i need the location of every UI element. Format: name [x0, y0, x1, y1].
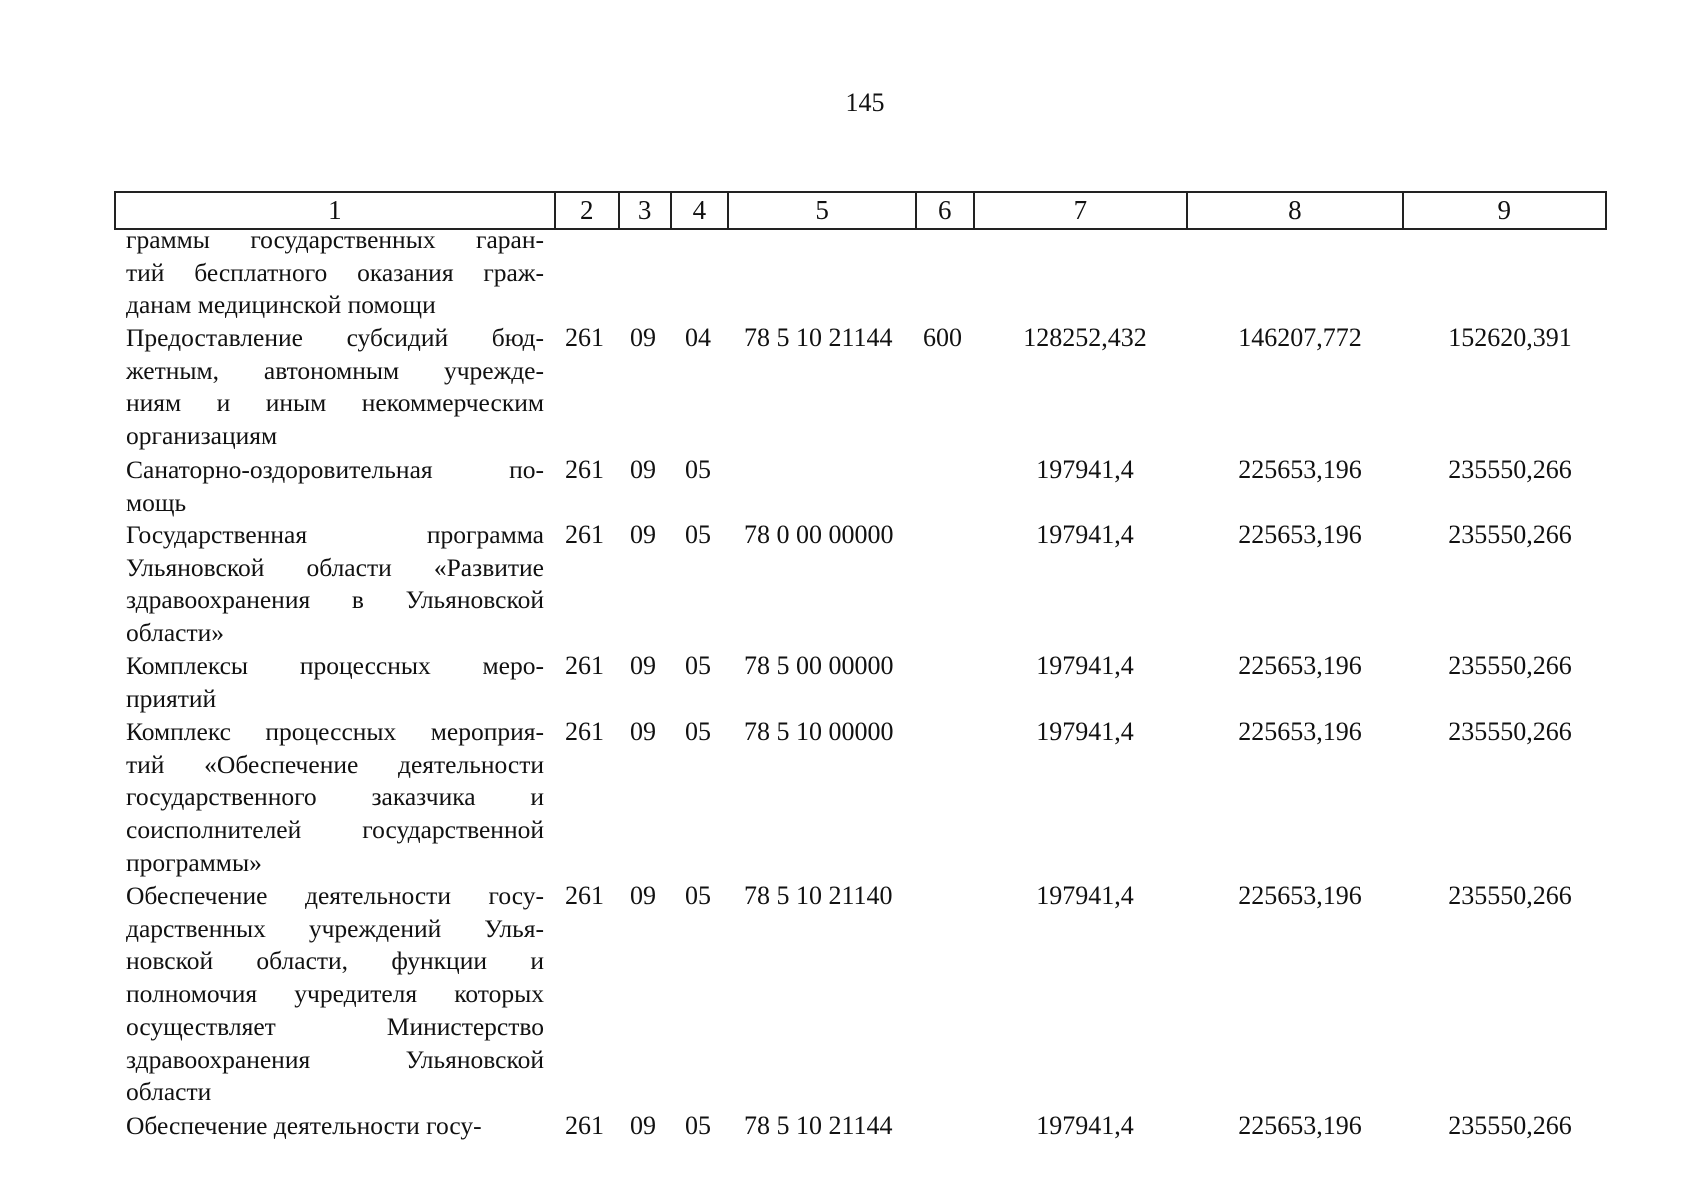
- cell-col-4: 05: [685, 717, 711, 746]
- description-line: Комплексы процессных меро-: [126, 651, 544, 680]
- description-line: приятий: [126, 683, 217, 713]
- cell-col-3: 09: [630, 323, 656, 352]
- header-cell-2: 2: [556, 193, 620, 228]
- header-cell-8: 8: [1188, 193, 1403, 228]
- description-line: области»: [126, 618, 224, 648]
- cell-col-2: 261: [565, 455, 604, 484]
- description-line: осуществляет Министерство: [126, 1011, 544, 1041]
- header-cell-7: 7: [975, 193, 1188, 228]
- cell-col-7: 197941,4: [1036, 881, 1134, 910]
- description-line: области: [126, 1077, 212, 1107]
- cell-col-4: 05: [685, 455, 711, 484]
- cell-col-4: 05: [685, 651, 711, 680]
- row-description: [126, 1110, 544, 1143]
- cell-col-7: 197941,4: [1036, 1111, 1134, 1140]
- cell-col-8: 225653,196: [1238, 455, 1362, 484]
- cell-col-3: 09: [630, 1111, 656, 1140]
- description-line: Санаторно-оздоровительная по-: [126, 455, 544, 484]
- cell-col-7: 128252,432: [1023, 323, 1147, 352]
- cell-col-9: 235550,266: [1448, 1111, 1572, 1140]
- header-cell-1: 1: [116, 193, 556, 228]
- cell-col-5: 78 5 10 21144: [744, 1111, 893, 1140]
- description-line: Комплекс процессных мероприя-: [126, 717, 544, 746]
- description-line: Ульяновской области «Развитие: [126, 552, 544, 582]
- cell-col-9: 235550,266: [1448, 520, 1572, 549]
- description-line: тий бесплатного оказания граж-: [126, 257, 544, 287]
- cell-col-9: 235550,266: [1448, 455, 1572, 484]
- header-cell-9: 9: [1497, 195, 1511, 225]
- description-line: соисполнителей государственной: [126, 815, 544, 845]
- description-line: дарственных учреждений Улья-: [126, 913, 544, 943]
- description-line: тий «Обеспечение деятельности: [126, 749, 544, 779]
- cell-col-4: 05: [685, 881, 711, 910]
- description-line: граммы государственных гаран-: [126, 225, 544, 254]
- description-line: организациям: [126, 421, 278, 451]
- cell-col-7: 197941,4: [1036, 717, 1134, 746]
- cell-col-7: 197941,4: [1036, 520, 1134, 549]
- row-description: [126, 716, 544, 880]
- description-line: Обеспечение деятельности госу-: [126, 881, 544, 910]
- cell-col-5: 78 5 10 00000: [744, 717, 894, 746]
- description-line: здравоохранения Ульяновской: [126, 1044, 544, 1074]
- description-line: государственного заказчика и: [126, 782, 544, 812]
- description-line: мощь: [126, 487, 187, 517]
- cell-col-5: 78 5 00 00000: [744, 651, 894, 680]
- cell-col-9: 152620,391: [1448, 323, 1572, 352]
- row-description: [126, 454, 544, 519]
- cell-col-5: 78 5 10 21140: [744, 881, 893, 910]
- description-line: данам медицинской помощи: [126, 290, 436, 320]
- cell-col-9: 235550,266: [1448, 717, 1572, 746]
- cell-col-4: 04: [685, 323, 711, 352]
- cell-col-5: 78 0 00 00000: [744, 520, 894, 549]
- row-description: [126, 519, 544, 650]
- cell-col-4: 05: [685, 1111, 711, 1140]
- row-description: [126, 650, 544, 715]
- description-line: жетным, автономным учрежде-: [126, 355, 544, 385]
- description-line: новской области, функции и: [126, 946, 544, 976]
- description-line: программы»: [126, 847, 262, 877]
- description-line: Предоставление субсидий бюд-: [126, 323, 544, 352]
- cell-col-2: 261: [565, 1111, 604, 1140]
- description-line: Обеспечение деятельности госу-: [126, 1111, 482, 1140]
- row-description: [126, 322, 544, 453]
- cell-col-7: 197941,4: [1036, 455, 1134, 484]
- header-cell-6: 6: [917, 193, 975, 228]
- cell-col-2: 261: [565, 717, 604, 746]
- cell-col-3: 09: [630, 717, 656, 746]
- cell-col-4: 05: [685, 520, 711, 549]
- header-cell-4: 4: [672, 193, 730, 228]
- cell-col-2: 261: [565, 881, 604, 910]
- cell-col-3: 09: [630, 520, 656, 549]
- cell-col-7: 197941,4: [1036, 651, 1134, 680]
- cell-col-2: 261: [565, 520, 604, 549]
- header-cell-3: 3: [620, 193, 672, 228]
- row-description: [126, 224, 544, 322]
- cell-col-8: 225653,196: [1238, 520, 1362, 549]
- cell-col-6: 600: [923, 323, 962, 352]
- cell-col-3: 09: [630, 455, 656, 484]
- cell-col-3: 09: [630, 651, 656, 680]
- description-line: Государственная программа: [126, 520, 544, 549]
- header-cell-5: 5: [729, 193, 917, 228]
- cell-col-8: 225653,196: [1238, 1111, 1362, 1140]
- cell-col-2: 261: [565, 651, 604, 680]
- cell-col-9: 235550,266: [1448, 881, 1572, 910]
- cell-col-9: 235550,266: [1448, 651, 1572, 680]
- description-line: здравоохранения в Ульяновской: [126, 585, 544, 615]
- cell-col-8: 225653,196: [1238, 881, 1362, 910]
- cell-col-3: 09: [630, 881, 656, 910]
- cell-col-5: 78 5 10 21144: [744, 323, 893, 352]
- cell-col-8: 146207,772: [1238, 323, 1362, 352]
- description-line: ниям и иным некоммерческим: [126, 388, 544, 418]
- cell-col-2: 261: [565, 323, 604, 352]
- cell-col-8: 225653,196: [1238, 717, 1362, 746]
- description-line: полномочия учредителя которых: [126, 979, 544, 1009]
- cell-col-8: 225653,196: [1238, 651, 1362, 680]
- page-number: 145: [845, 88, 885, 117]
- row-description: [126, 880, 544, 1109]
